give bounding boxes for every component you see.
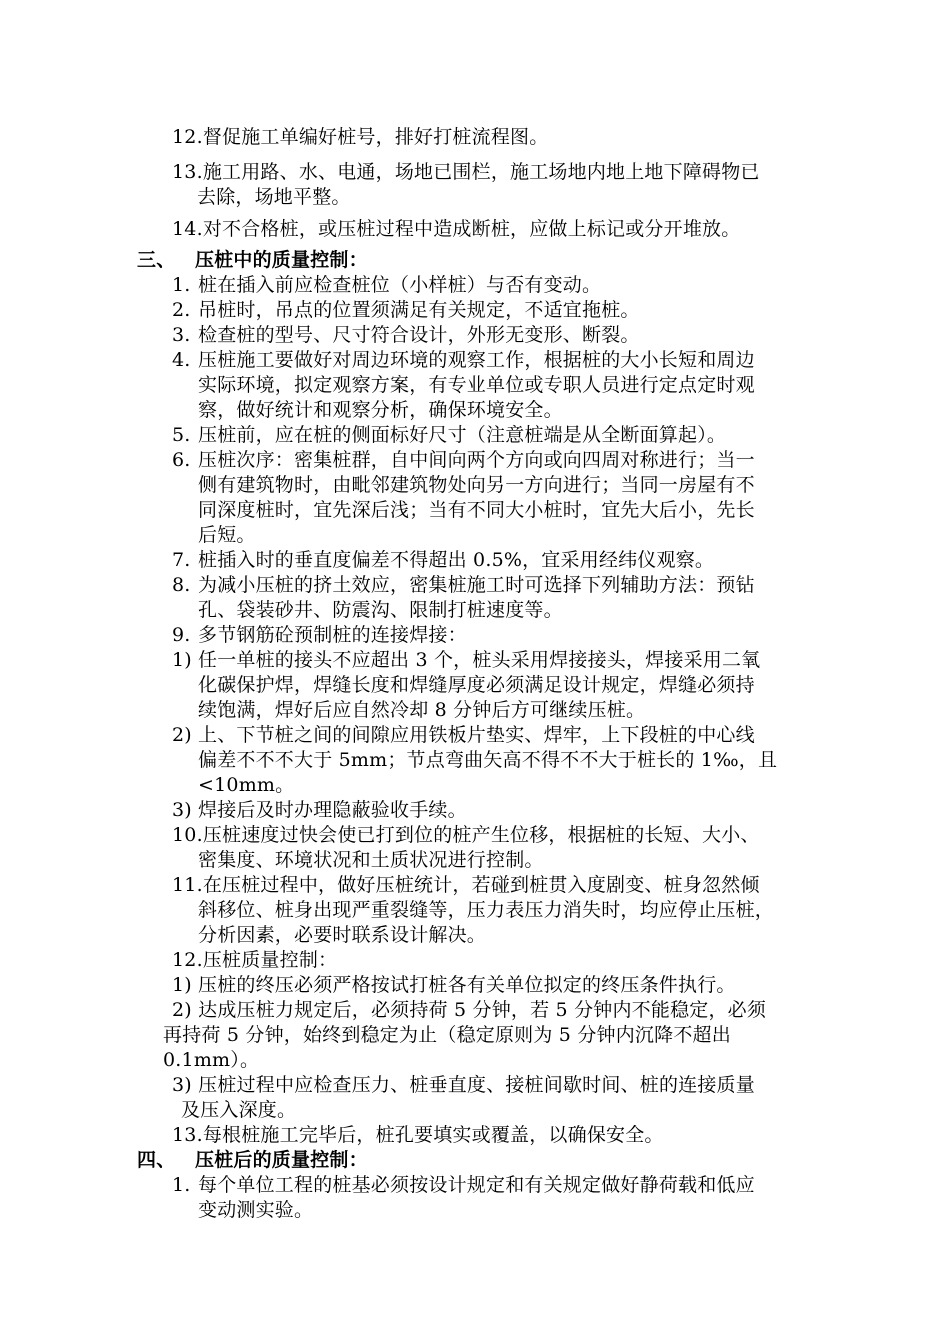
list-item-continuation: 去除，场地平整。 (197, 186, 351, 208)
list-item: 1) 压桩的终压必须严格按试打桩各有关单位拟定的终压条件执行。 (172, 974, 736, 996)
list-item: 14.对不合格桩，或压桩过程中造成断桩，应做上标记或分开堆放。 (172, 218, 741, 240)
list-item-continuation: 察，做好统计和观察分析，确保环境安全。 (198, 399, 563, 421)
list-item: 1) 任一单桩的接头不应超出 3 个，桩头采用焊接接头，焊接采用二氧 (172, 649, 761, 671)
list-item-continuation: 同深度桩时，宜先深后浅；当有不同大小桩时，宜先大后小，先长 (198, 499, 755, 521)
list-item: 12.压桩质量控制： (172, 949, 338, 971)
list-item: 13.施工用路、水、电通，场地已围栏，施工场地内地上地下障碍物已 (172, 161, 760, 183)
list-item: 9. 多节钢筋砼预制桩的连接焊接： (172, 624, 467, 646)
list-item-continuation: 偏差不不不大于 5mm；节点弯曲矢高不得不不大于桩长的 1‰，且 (198, 749, 778, 771)
list-item-continuation: 再持荷 5 分钟，始终到稳定为止（稳定原则为 5 分钟内沉降不超出 (163, 1024, 731, 1046)
list-item: 2. 吊桩时，吊点的位置须满足有关规定，不适宜拖桩。 (172, 299, 640, 321)
list-item: 2) 达成压桩力规定后，必须持荷 5 分钟，若 5 分钟内不能稳定，必须 (172, 999, 767, 1021)
list-item-continuation: 化碳保护焊，焊缝长度和焊缝厚度必须满足设计规定，焊缝必须持 (198, 674, 755, 696)
list-item: 2) 上、下节桩之间的间隙应用铁板片垫实、焊牢，上下段桩的中心线 (172, 724, 755, 746)
list-item: 10.压桩速度过快会使已打到位的桩产生位移，根据桩的长短、大小、 (172, 824, 760, 846)
list-item-continuation: 分析因素，必要时联系设计解决。 (198, 924, 487, 946)
list-item-continuation: 侧有建筑物时，由毗邻建筑物处向另一方向进行；当同一房屋有不 (198, 474, 755, 496)
list-item: 1. 桩在插入前应检查桩位（小样桩）与否有变动。 (172, 274, 602, 296)
list-item: 4. 压桩施工要做好对周边环境的观察工作，根据桩的大小长短和周边 (172, 349, 755, 371)
list-item: 13.每根桩施工完毕后，桩孔要填实或覆盖，以确保安全。 (172, 1124, 664, 1146)
list-item: 3) 压桩过程中应检查压力、桩垂直度、接桩间歇时间、桩的连接质量 (172, 1074, 755, 1096)
list-item-continuation: 后短。 (198, 524, 256, 546)
section-heading: 四、 压桩后的质量控制： (137, 1149, 368, 1171)
list-item: 12.督促施工单编好桩号，排好打桩流程图。 (172, 126, 549, 148)
list-item: 3) 焊接后及时办理隐蔽验收手续。 (172, 799, 467, 821)
list-item-continuation: 变动测实验。 (198, 1199, 314, 1221)
list-item-continuation: 斜移位、桩身出现严重裂缝等，压力表压力消失时，均应停止压桩， (198, 899, 775, 921)
list-item-continuation: 孔、袋装砂井、防震沟、限制打桩速度等。 (198, 599, 563, 621)
list-item: 11.在压桩过程中，做好压桩统计，若碰到桩贯入度剧变、桩身忽然倾 (172, 874, 760, 896)
list-item-continuation: 及压入深度。 (181, 1099, 297, 1121)
list-item-continuation: <10mm。 (198, 774, 295, 796)
list-item-continuation: 密集度、环境状况和土质状况进行控制。 (198, 849, 544, 871)
list-item-continuation: 实际环境，拟定观察方案，有专业单位或专职人员进行定点定时观 (198, 374, 755, 396)
list-item: 3. 检查桩的型号、尺寸符合设计，外形无变形、断裂。 (172, 324, 640, 346)
list-item: 8. 为减小压桩的挤土效应，密集桩施工时可选择下列辅助方法：预钻 (172, 574, 755, 596)
list-item: 6. 压桩次序：密集桩群，自中间向两个方向或向四周对称进行；当一 (172, 449, 755, 471)
section-heading: 三、 压桩中的质量控制： (137, 249, 368, 271)
list-item: 5. 压桩前，应在桩的侧面标好尺寸（注意桩端是从全断面算起）。 (172, 424, 727, 446)
list-item: 1. 每个单位工程的桩基必须按设计规定和有关规定做好静荷载和低应 (172, 1174, 755, 1196)
list-item-continuation: 续饱满，焊好后应自然冷却 8 分钟后方可继续压桩。 (198, 699, 646, 721)
list-item-continuation: 0.1mm）。 (163, 1049, 260, 1071)
list-item: 7. 桩插入时的垂直度偏差不得超出 0.5%，宜采用经纬仪观察。 (172, 549, 715, 571)
